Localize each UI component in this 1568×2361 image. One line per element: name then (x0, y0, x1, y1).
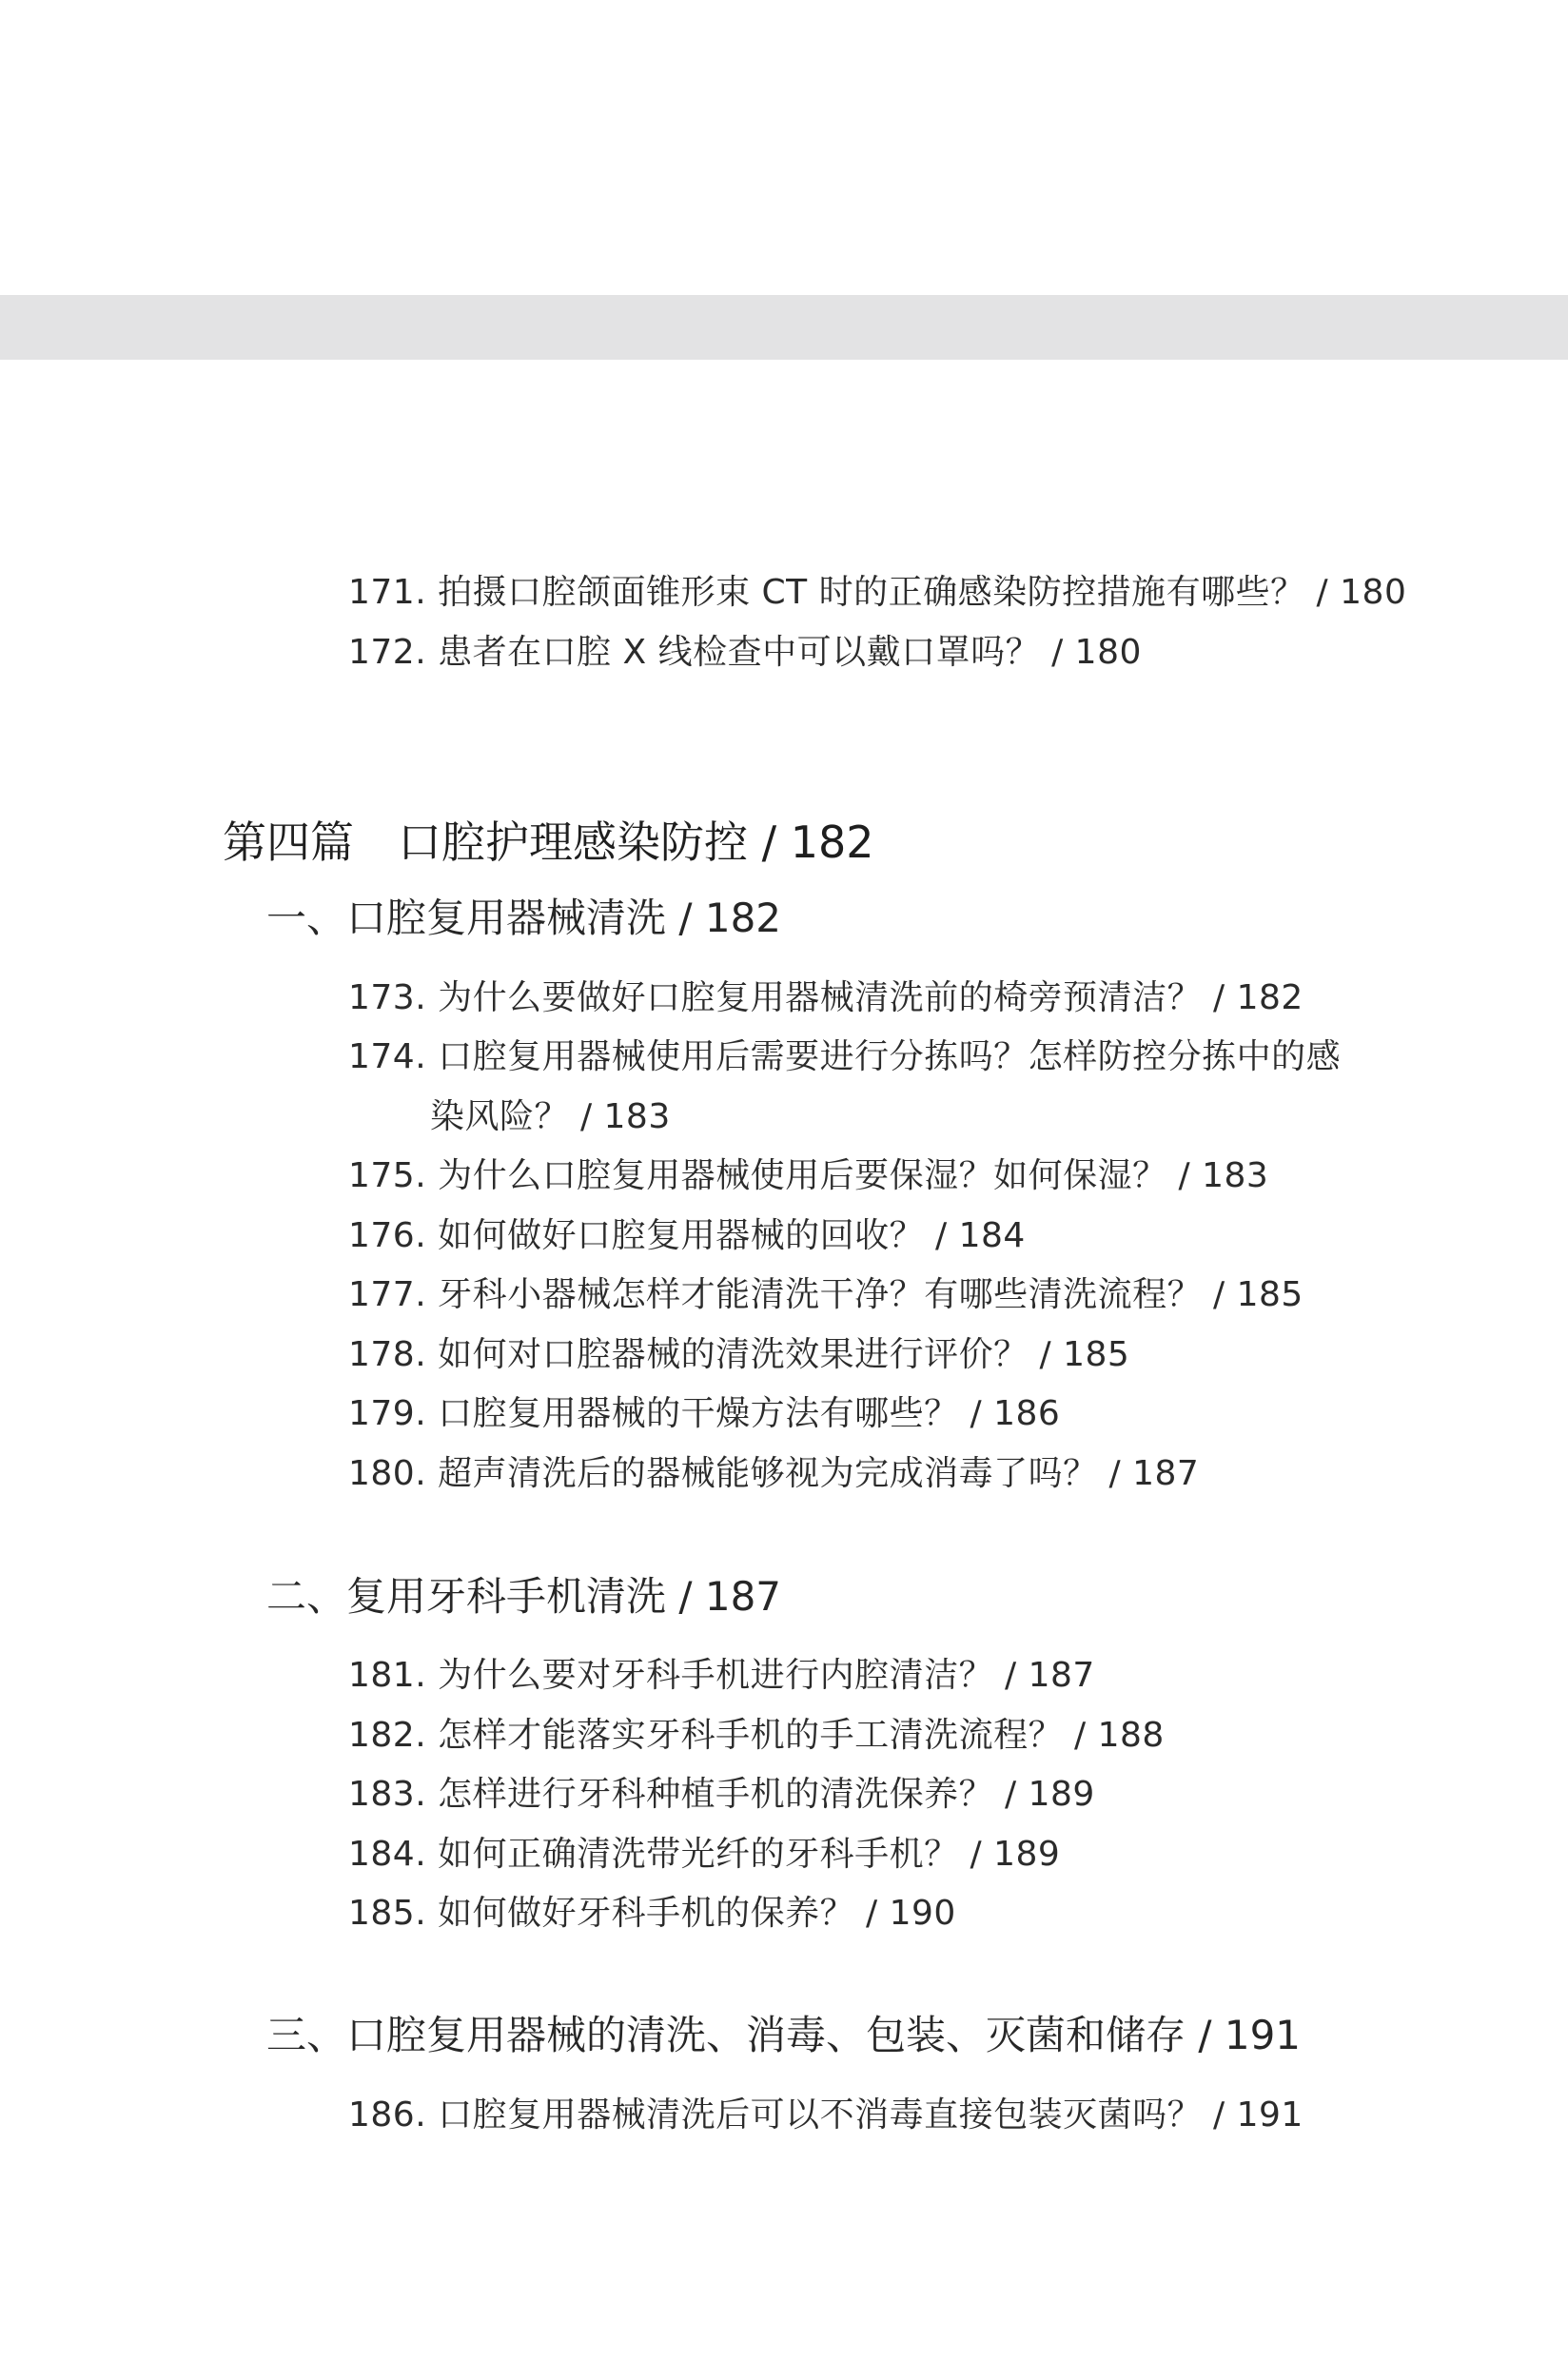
toc-entry-176: 176. 如何做好口腔复用器械的回收？ / 184 (348, 1216, 1026, 1255)
toc-entry-185: 185. 如何做好牙科手机的保养？ / 190 (348, 1894, 956, 1933)
toc-entry-175: 175. 为什么口腔复用器械使用后要保湿？如何保湿？ / 183 (348, 1156, 1269, 1195)
toc-entry-179: 179. 口腔复用器械的干燥方法有哪些？ / 186 (348, 1394, 1061, 1433)
toc-entry-171: 171. 拍摄口腔颌面锥形束 CT 时的正确感染防控措施有哪些？ / 180 (348, 573, 1407, 612)
toc-entry-178: 178. 如何对口腔器械的清洗效果进行评价？ / 185 (348, 1335, 1130, 1374)
toc-entry-184: 184. 如何正确清洗带光纤的牙科手机？ / 189 (348, 1835, 1061, 1874)
section-heading-2: 二、复用牙科手机清洗 / 187 (266, 1573, 782, 1620)
toc-entry-173: 173. 为什么要做好口腔复用器械清洗前的椅旁预清洁？ / 182 (348, 978, 1303, 1017)
toc-entry-174-continued: 染风险？ / 183 (430, 1097, 671, 1136)
toc-entry-183: 183. 怎样进行牙科种植手机的清洗保养？ / 189 (348, 1775, 1095, 1814)
part-heading: 第四篇 口腔护理感染防控 / 182 (223, 817, 874, 868)
toc-entry-172: 172. 患者在口腔 X 线检查中可以戴口罩吗？ / 180 (348, 633, 1142, 672)
section-heading-3: 三、口腔复用器械的清洗、消毒、包装、灭菌和储存 / 191 (266, 2012, 1302, 2058)
toc-entry-177: 177. 牙科小器械怎样才能清洗干净？有哪些清洗流程？ / 185 (348, 1275, 1303, 1314)
toc-entry-182: 182. 怎样才能落实牙科手机的手工清洗流程？ / 188 (348, 1716, 1165, 1755)
toc-entry-174: 174. 口腔复用器械使用后需要进行分拣吗？怎样防控分拣中的感 (348, 1037, 1342, 1076)
toc-entry-186: 186. 口腔复用器械清洗后可以不消毒直接包装灭菌吗？ / 191 (348, 2095, 1303, 2135)
section-heading-1: 一、口腔复用器械清洗 / 182 (266, 895, 782, 941)
toc-entry-180: 180. 超声清洗后的器械能够视为完成消毒了吗？ / 187 (348, 1454, 1200, 1493)
toc-entry-181: 181. 为什么要对牙科手机进行内腔清洁？ / 187 (348, 1656, 1095, 1695)
